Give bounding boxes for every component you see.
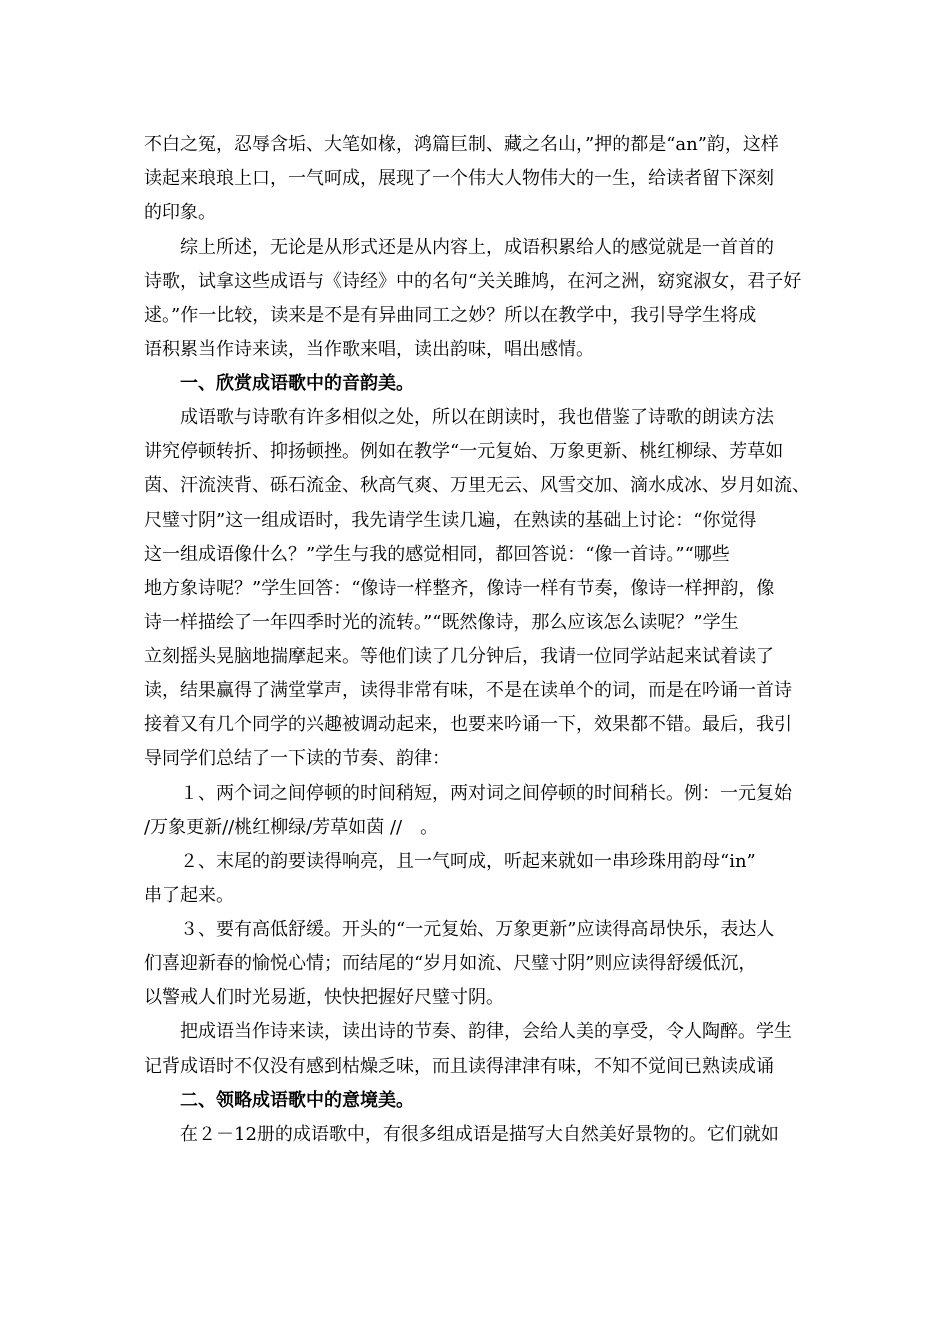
- text-line-2: 读起来琅琅上口，一气呵成，展现了一个伟大人物伟大的一生，给读者留下深刻: [144, 168, 774, 189]
- list-item-1: １、两个词之间停顿的时间稍短，两对词之间停顿的时间稍长。例：一元复始: [180, 783, 792, 804]
- paragraph-conclusion: 把成语当作诗来读，读出诗的节奏、韵律，会给人美的享受，令人陶醉。学生: [180, 1021, 792, 1042]
- text-line-15: 诗一样描绘了一年四季时光的流转。”“既然像诗，那么应该怎么读呢？”学生: [144, 612, 739, 633]
- text-line-3: 的印象。: [144, 202, 216, 223]
- text-line-7: 语积累当作诗来读，当作歌来唱，读出韵味，唱出感情。: [144, 339, 594, 360]
- text-line-19: 导同学们总结了一下读的节奏、韵律：: [144, 748, 450, 769]
- text-line-14: 地方象诗呢？”学生回答：“像诗一样整齐，像诗一样有节奏，像诗一样押韵，像: [144, 578, 775, 599]
- text-line-18: 接着又有几个同学的兴趣被调动起来，也要来吟诵一下，效果都不错。最后，我引: [144, 714, 792, 735]
- text-line-23: 串了起来。: [144, 885, 234, 906]
- text-line-5: 诗歌，试拿这些成语与《诗经》中的名句“关关雎鸠，在河之洲，窈窕淑女，君子好: [144, 271, 802, 292]
- text-line-12: 尺璧寸阴”这一组成语时，我先请学生读几遍，在熟读的基础上讨论：“你觉得: [144, 510, 757, 531]
- paragraph-section-1: 成语歌与诗歌有许多相似之处，所以在朗读时，我也借鉴了诗歌的朗读方法: [180, 407, 774, 428]
- text-line-21: /万象更新//桃红柳绿/芳草如茵 // 。: [144, 817, 439, 838]
- text-line-13: 这一组成语像什么？”学生与我的感觉相同，都回答说：“像一首诗。”“哪些: [144, 544, 730, 565]
- text-line-11: 茵、汗流浃背、砾石流金、秋高气爽、万里无云、风雪交加、滴水成冰、岁月如流、: [144, 475, 810, 496]
- text-line-10: 讲究停顿转折、抑扬顿挫。例如在教学“一元复始、万象更新、桃红柳绿、芳草如: [144, 441, 784, 462]
- list-item-2: ２、末尾的韵要读得响亮，且一气呵成，听起来就如一串珍珠用韵母“in”: [180, 851, 756, 872]
- text-line-1: 不白之冤，忍辱含垢、大笔如椽，鸿篇巨制、藏之名山，”押的都是“an”韵，这样: [144, 134, 779, 155]
- text-line-25: 们喜迎新春的愉悦心情；而结尾的“岁月如流、尺璧寸阴”则应读得舒缓低沉，: [144, 953, 757, 974]
- paragraph-summary: 综上所述，无论是从形式还是从内容上，成语积累给人的感觉就是一首首的: [180, 237, 774, 258]
- text-line-26: 以警戒人们时光易逝，快快把握好尺璧寸阴。: [144, 987, 504, 1008]
- text-line-16: 立刻摇头晃脑地揣摩起来。等他们读了几分钟后，我请一位同学站起来试着读了: [144, 646, 774, 667]
- text-line-28: 记背成语时不仅没有感到枯燥乏味，而且读得津津有味，不知不觉间已熟读成诵: [144, 1056, 774, 1077]
- paragraph-section-2: 在２－12册的成语歌中，有很多组成语是描写大自然美好景物的。它们就如: [180, 1124, 779, 1145]
- section-heading-2: 二、领略成语歌中的意境美。: [180, 1090, 414, 1111]
- section-heading-1: 一、欣赏成语歌中的音韵美。: [180, 373, 414, 394]
- text-line-17: 读，结果赢得了满堂掌声，读得非常有味，不是在读单个的词，而是在吟诵一首诗: [144, 680, 792, 701]
- list-item-3: ３、要有高低舒缓。开头的“一元复始、万象更新”应读得高昂快乐，表达人: [180, 919, 775, 940]
- text-line-6: 逑。”作一比较，读来是不是有异曲同工之妙？所以在教学中，我引导学生将成: [144, 305, 757, 326]
